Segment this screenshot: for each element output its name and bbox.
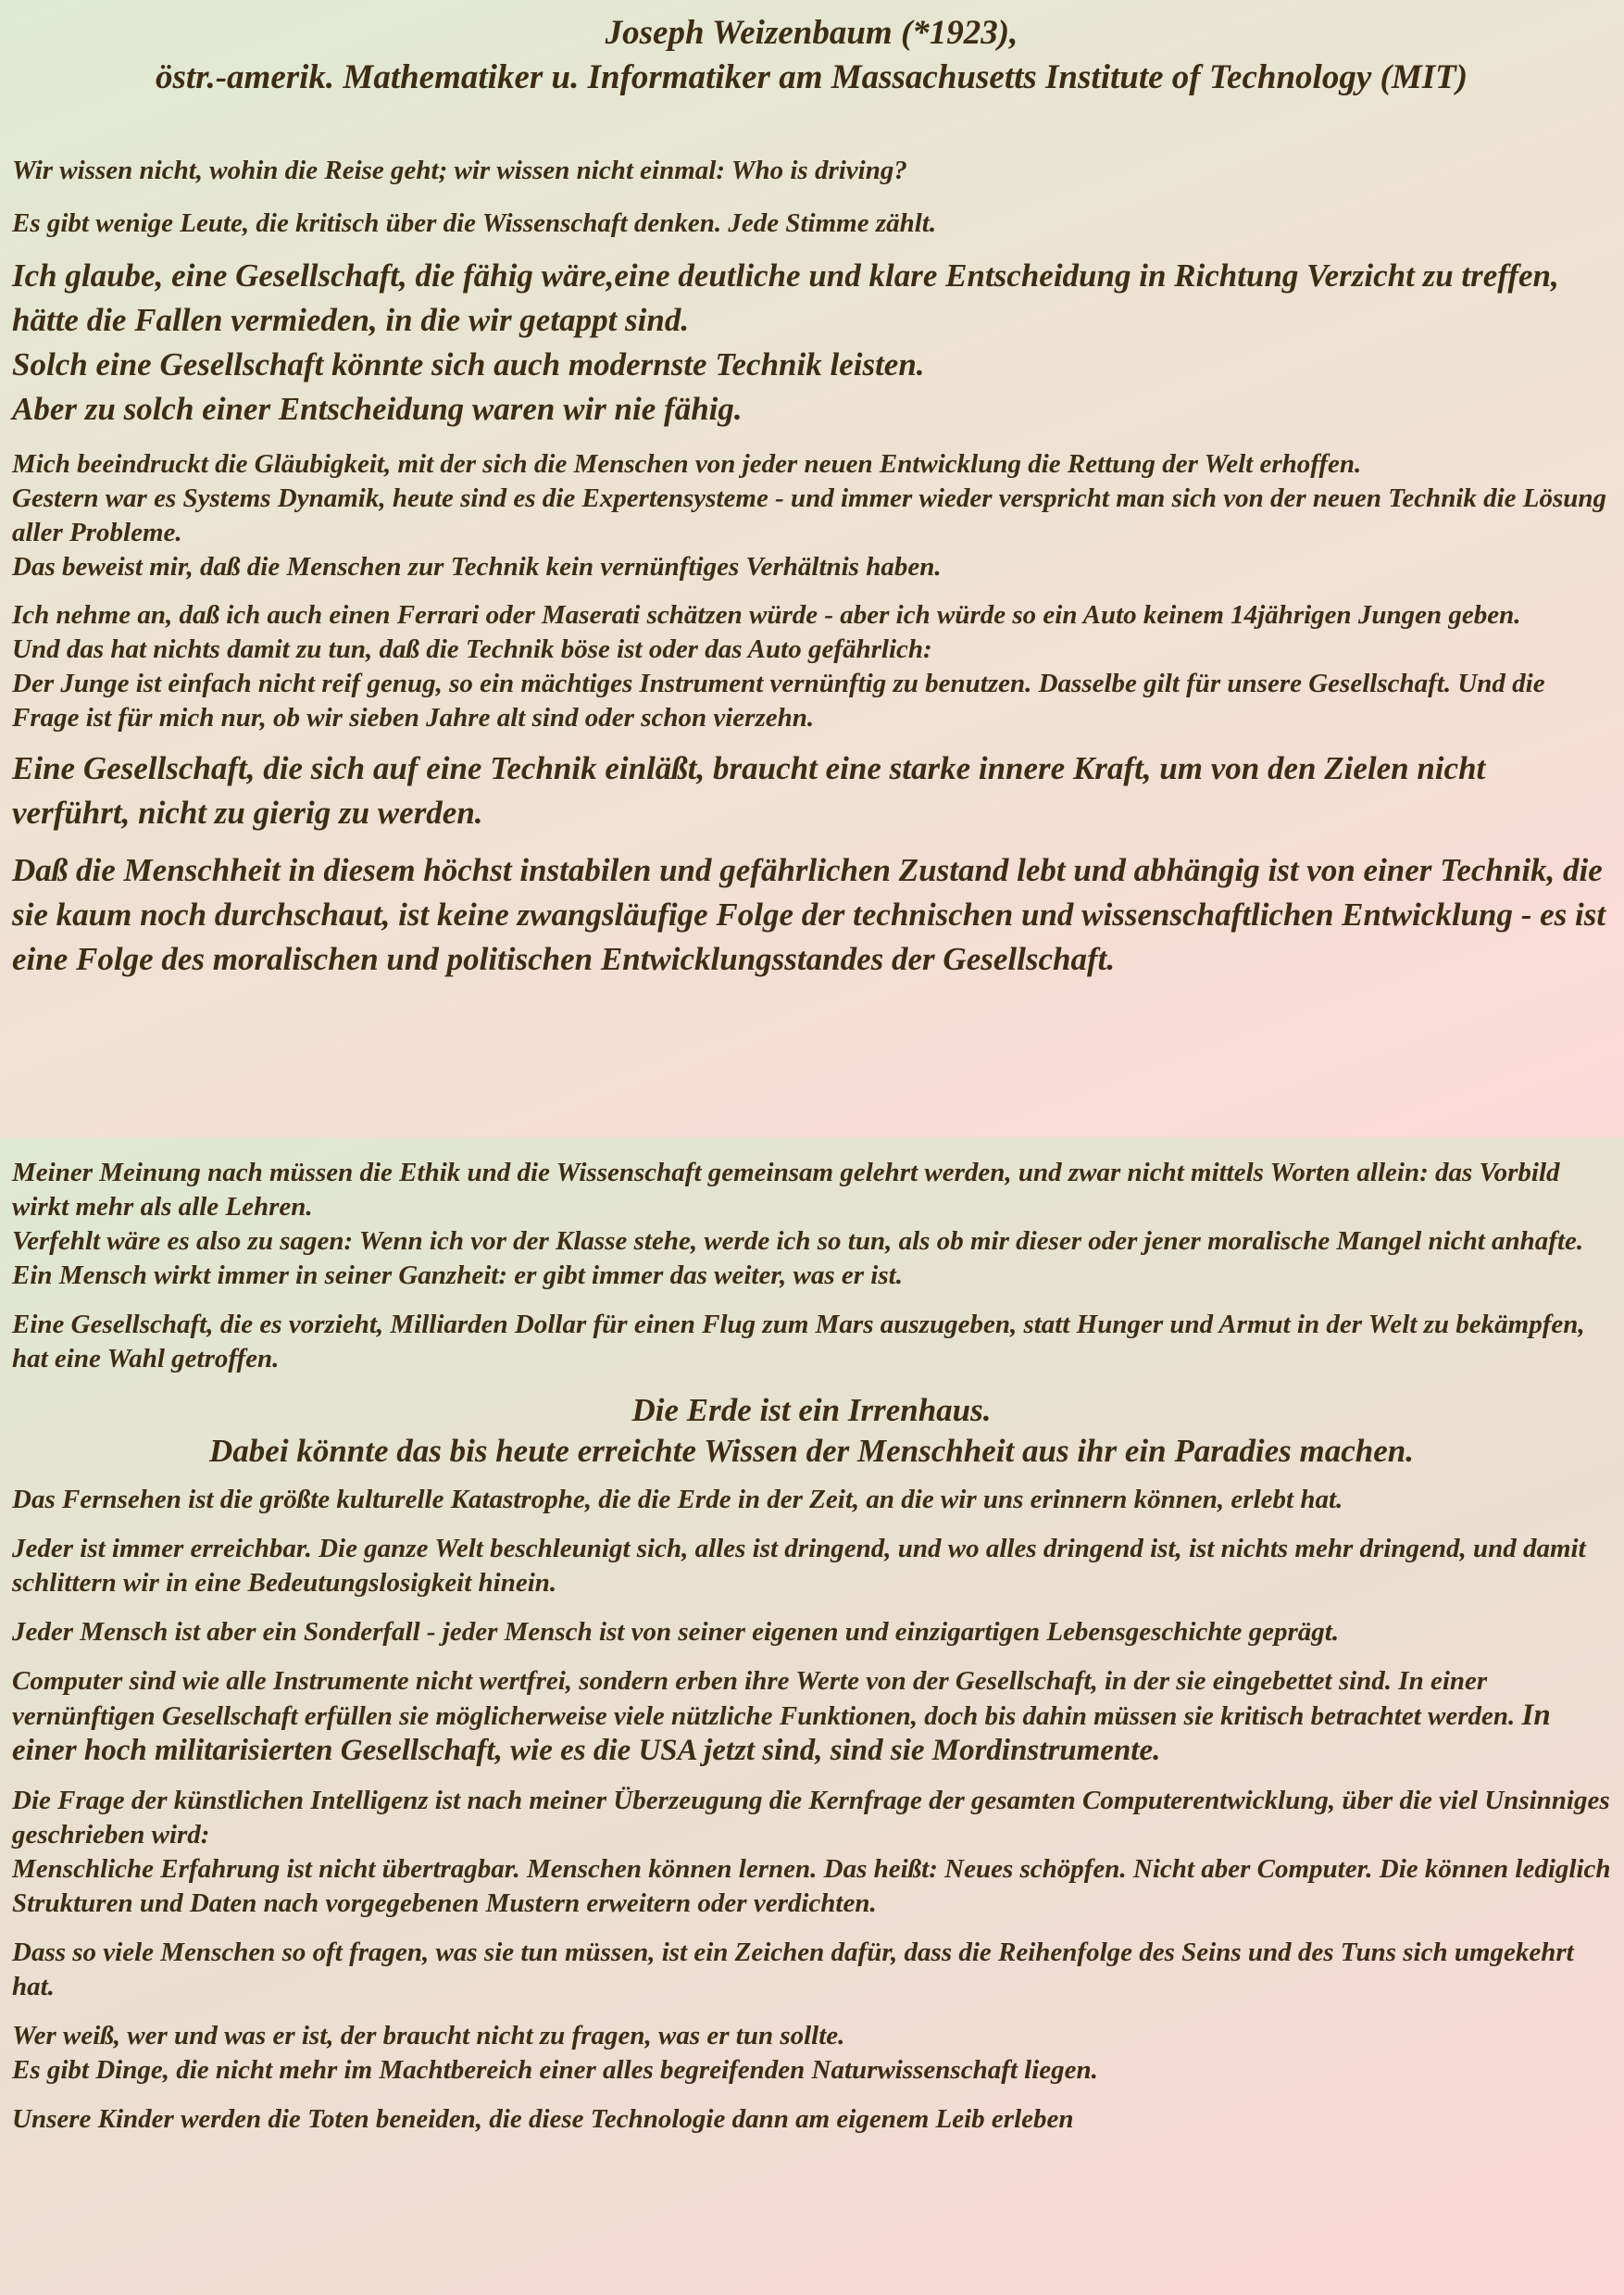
quote-murder-instruments: In einer hoch militarisierten Gesellschaft, wie es die USA jetzt sind, sind sie Mordinstrumente. bbox=[12, 1699, 1551, 1767]
quote-ai bbox=[12, 1784, 1611, 1921]
quote-reachability: Jeder ist immer erreichbar. Die ganze Welt beschleunigt sich, alles ist dringend, und wo alles dringend ist, ist nichts mehr dringend, und damit schlittern wir in eine Bedeutungslosigkeit hinein. bbox=[12, 1534, 1586, 1598]
quote-madhouse-line-1: Die Erde ist ein Irrenhaus. bbox=[631, 1392, 992, 1428]
quote-ferrari-line-1: Ich nehme an, daß ich auch einen Ferrari oder Maserati schätzen würde - aber ich würde so ein Auto keinem 14jährigen Jungen geben. bbox=[12, 600, 1521, 630]
quote-who-knows-line-1: Wer weiß, wer und was er ist, der braucht nicht zu fragen, was er tun sollte. bbox=[12, 2021, 845, 2050]
quote-critical-voices: Es gibt wenige Leute, die kritisch über die Wissenschaft denken. Jede Stimme zählt. bbox=[12, 208, 937, 238]
quote-faith-line-3: Das beweist mir, daß die Menschen zur Technik kein vernünftiges Verhältnis haben. bbox=[12, 552, 942, 582]
quote-ai-line-2: Menschliche Erfahrung ist nicht übertragbar. Menschen können lernen. Das heißt: Neues schöpfen. Nicht aber Computer. Die können lediglich Strukturen und Daten nach vorgegebenen Mustern erweitern oder verdichten. bbox=[12, 1854, 1611, 1918]
quote-ferrari-line-3: Der Junge ist einfach nicht reif genug, so ein mächtiges Instrument vernünftig zu benutzen. Dasselbe gilt für unsere Gesellschaft. Und die Frage ist für mich nur, ob wir sieben Jahre alt sind oder schon vierzehn. bbox=[12, 669, 1545, 733]
quote-ethics bbox=[12, 1137, 1611, 1293]
quote-ai-line-1: Die Frage der künstlichen Intelligenz ist nach meiner Überzeugung die Kernfrage der gesamten Computerentwicklung, über die viel Unsinniges geschrieben wird: bbox=[12, 1786, 1610, 1850]
title-line-1: Joseph Weizenbaum (*1923), bbox=[605, 14, 1018, 52]
quote-renunciation bbox=[12, 254, 1611, 432]
quote-madhouse-line-2: Dabei könnte das bis heute erreichte Wissen der Menschheit aus ihr ein Paradies machen. bbox=[209, 1433, 1414, 1469]
quote-mars: Eine Gesellschaft, die es vorzieht, Milliarden Dollar für einen Flug zum Mars auszugeben, statt Hunger und Armut in der Welt zu bekämpfen, hat eine Wahl getroffen. bbox=[12, 1310, 1585, 1373]
quote-renunciation-line-1: Ich glaube, eine Gesellschaft, die fähig wäre,eine deutliche und klare Entscheidung in Richtung Verzicht zu treffen, hätte die Fallen vermieden, in die wir getappt sind. bbox=[12, 257, 1559, 338]
bottom-panel bbox=[0, 1137, 1624, 2295]
quote-driving: Wir wissen nicht, wohin die Reise geht; wir wissen nicht einmal: Who is driving? bbox=[12, 156, 907, 185]
quote-renunciation-line-2: Solch eine Gesellschaft könnte sich auch modernste Technik leisten. bbox=[12, 346, 925, 382]
page-title bbox=[12, 0, 1611, 100]
quote-madhouse bbox=[12, 1390, 1611, 1472]
quote-computers-values bbox=[12, 1664, 1611, 1769]
quote-renunciation-line-3: Aber zu solch einer Entscheidung waren wir nie fähig. bbox=[12, 391, 743, 427]
quote-faith-line-1: Mich beeindruckt die Gläubigkeit, mit der sich die Menschen von jeder neuen Entwicklung die Rettung der Welt erhoffen. bbox=[12, 449, 1362, 479]
quote-faith-in-tech bbox=[12, 447, 1611, 584]
quote-being-doing: Dass so viele Menschen so oft fragen, was sie tun müssen, ist ein Zeichen dafür, dass die Reihenfolge des Seins und des Tuns sich umgekehrt hat. bbox=[12, 1938, 1574, 2001]
quote-computers-values-text: Computer sind wie alle Instrumente nicht wertfrei, sondern erben ihre Werte von der Gesellschaft, in der sie eingebettet sind. In einer vernünftigen Gesellschaft erfüllen sie möglicherweise viele nützliche Funktionen, doch bis dahin müssen sie kritisch betrachtet werden. bbox=[12, 1666, 1516, 1731]
title-line-2: östr.-amerik. Mathematiker u. Informatiker am Massachusetts Institute of Technology (MIT) bbox=[155, 58, 1468, 96]
quote-ethics-line-2: Verfehlt wäre es also zu sagen: Wenn ich vor der Klasse stehe, werde ich so tun, als ob mir dieser oder jener moralische Mangel nicht anhafte. Ein Mensch wirkt immer in seiner Ganzheit: er gibt immer das weiter, was er ist. bbox=[12, 1226, 1584, 1290]
quote-ferrari-line-2: Und das hat nichts damit zu tun, daß die Technik böse ist oder das Auto gefährlich: bbox=[12, 634, 932, 664]
top-panel bbox=[0, 0, 1624, 1137]
quote-inner-strength: Eine Gesellschaft, die sich auf eine Technik einläßt, braucht eine starke innere Kraft, um von den Zielen nicht verführt, nicht zu gierig zu werden. bbox=[12, 750, 1486, 831]
quote-ferrari bbox=[12, 598, 1611, 735]
quote-ethics-line-1: Meiner Meinung nach müssen die Ethik und die Wissenschaft gemeinsam gelehrt werden, und zwar nicht mittels Worten allein: das Vorbild wirkt mehr als alle Lehren. bbox=[12, 1158, 1560, 1222]
quote-instability: Daß die Menschheit in diesem höchst instabilen und gefährlichen Zustand lebt und abhängig ist von einer Technik, die sie kaum noch durchschaut, ist keine zwangsläufige Folge der technischen und wissenschaftlichen Entwicklung - es ist eine Folge des moralischen und politischen Entwicklungsstandes der Gesellschaft. bbox=[12, 852, 1606, 977]
quote-who-knows-line-2: Es gibt Dinge, die nicht mehr im Machtbereich einer alles begreifenden Naturwissenschaft liegen. bbox=[12, 2055, 1098, 2085]
quote-special-case: Jeder Mensch ist aber ein Sonderfall - jeder Mensch ist von seiner eigenen und einzigartigen Lebensgeschichte geprägt. bbox=[12, 1617, 1340, 1647]
quote-children: Unsere Kinder werden die Toten beneiden, die diese Technologie dann am eigenem Leib erleben bbox=[12, 2104, 1074, 2134]
quote-faith-line-2: Gestern war es Systems Dynamik, heute sind es die Expertensysteme - und immer wieder verspricht man sich von der neuen Technik die Lösung aller Probleme. bbox=[12, 483, 1607, 547]
quote-television: Das Fernsehen ist die größte kulturelle Katastrophe, die die Erde in der Zeit, an die wir uns erinnern können, erlebt hat. bbox=[12, 1485, 1343, 1514]
quote-who-knows bbox=[12, 2019, 1611, 2088]
